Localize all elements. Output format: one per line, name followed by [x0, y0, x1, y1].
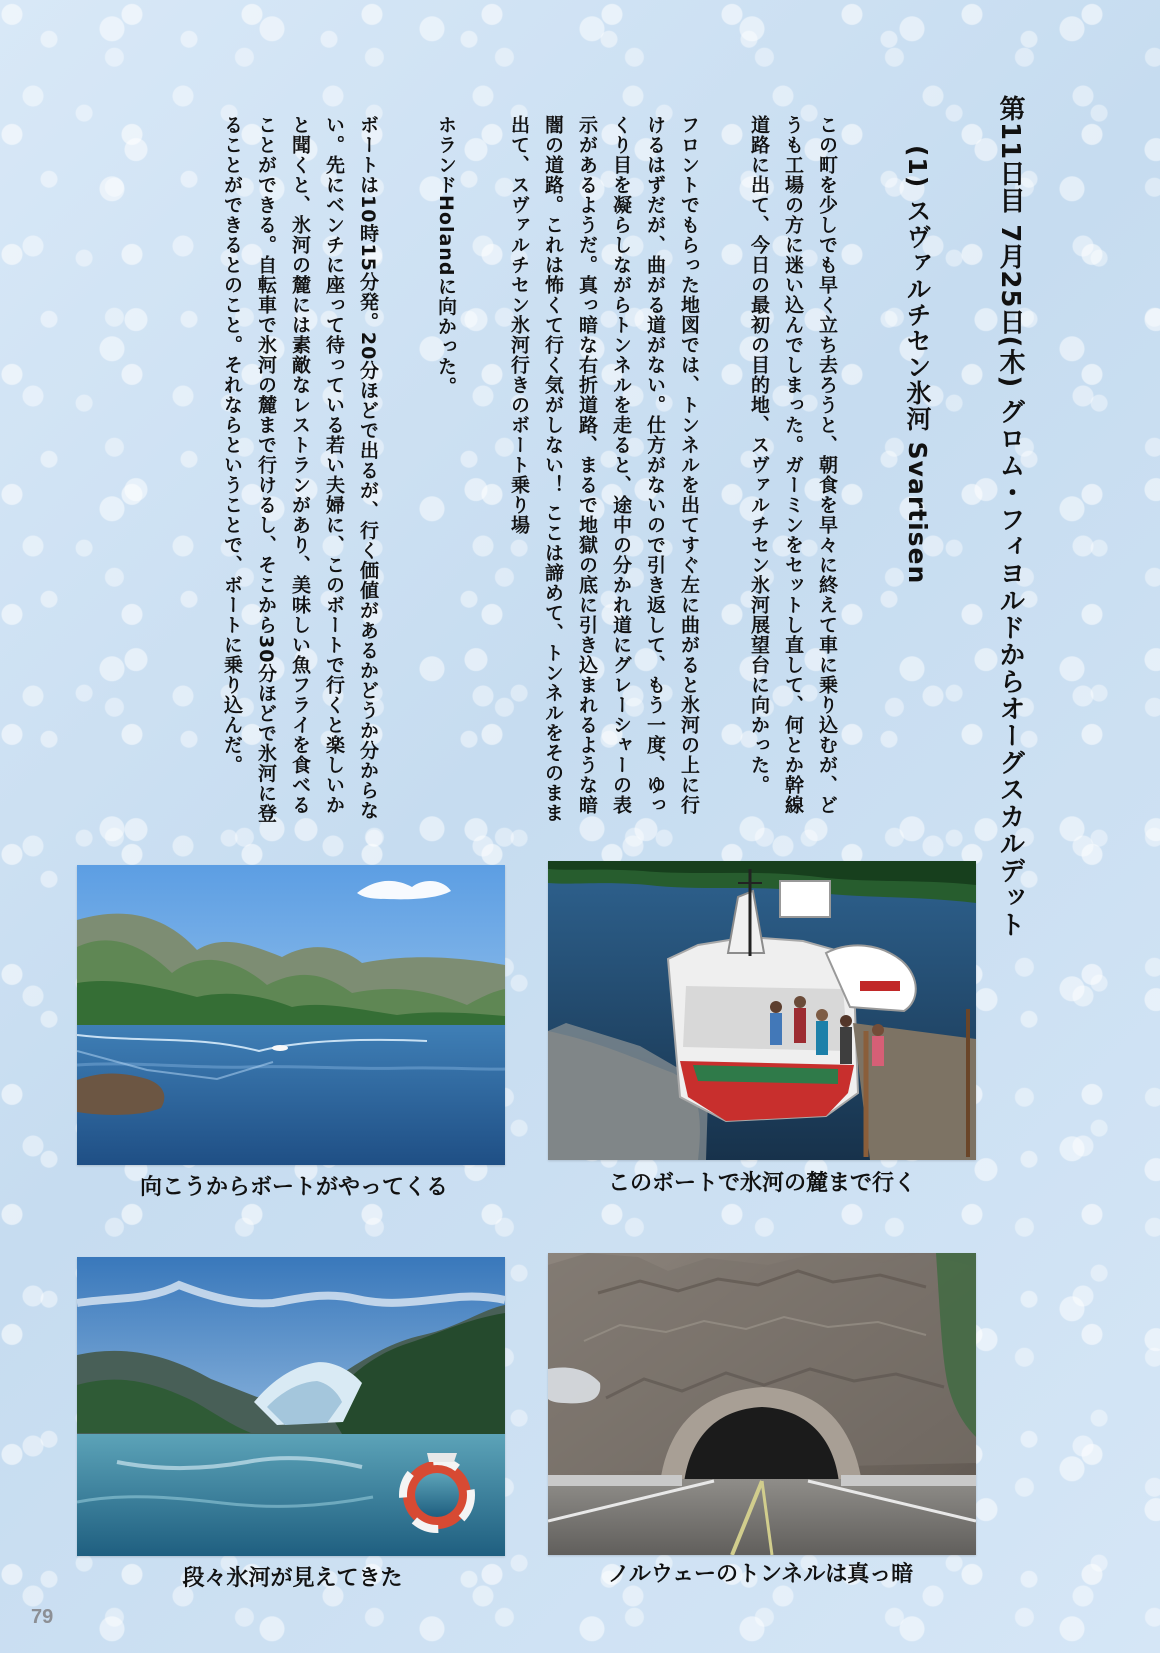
fjord-photo	[77, 865, 505, 1165]
photo-glacier-view	[77, 1257, 505, 1556]
section-title: (1) スヴァルチセン氷河 Svartisen	[903, 145, 932, 585]
caption-fjord-boat-approaching: 向こうからボートがやってくる	[140, 1175, 449, 1200]
caption-glacier-view: 段々氷河が見えてきた	[182, 1566, 403, 1591]
body-paragraph-3: ホランドHolandに向かった。	[435, 115, 457, 397]
chapter-title: 第11日目 7月25日(木) グロム・フィヨルドからオーグスカルデット	[995, 95, 1025, 939]
glacier-photo	[77, 1257, 505, 1556]
body-paragraph-2: フロントでもらった地図では、トンネルを出てすぐ左に曲がると氷河の上に行けるはずだが、曲がる道がない。仕方がないので引き返して、もう一度、ゆっくり目を凝らしながらトンネルを走ると、途中の分かれ道にグレーシャーの表示があるようだ。真っ暗な右折道路、まるで地獄の底に引き込まれるような暗闇の道路。これは怖くて行く気がしない！ ここは諦めて、トンネルをそのまま出て、スヴァルチセン氷河行きのボート乗り場	[508, 115, 700, 823]
caption-boat-at-dock: このボートで氷河の麓まで行く	[607, 1171, 916, 1196]
boat-photo	[548, 861, 976, 1160]
photo-fjord-boat-approaching	[77, 865, 505, 1165]
page-number: 79	[31, 1606, 54, 1628]
body-paragraph-4: ボートは10時15分発。20分ほどで出るが、行く価値があるかどうか分からない。先にベンチに座って待っている若い夫婦に、このボートで行くと楽しいかと聞くと、氷河の麓には素敵なレストランがあり、美味しい魚フライを食べることができる。自転車で氷河の麓まで行けるし、そこから30分ほどで氷河に登ることができるとのこと。それならということで、ボートに乗り込んだ。	[221, 115, 379, 824]
photo-tunnel-entrance	[548, 1253, 976, 1555]
tunnel-photo	[548, 1253, 976, 1555]
caption-tunnel-entrance: ノルウェーのトンネルは真っ暗	[607, 1562, 914, 1587]
photo-boat-at-dock	[548, 861, 976, 1160]
body-paragraph-1: この町を少しでも早く立ち去ろうと、朝食を早々に終えて車に乗り込むが、どうも工場の方に迷い込んでしまった。ガーミンをセットし直して、何とか幹線道路に出て、今日の最初の目的地、スヴァルチセン氷河展望台に向かった。	[748, 115, 838, 815]
